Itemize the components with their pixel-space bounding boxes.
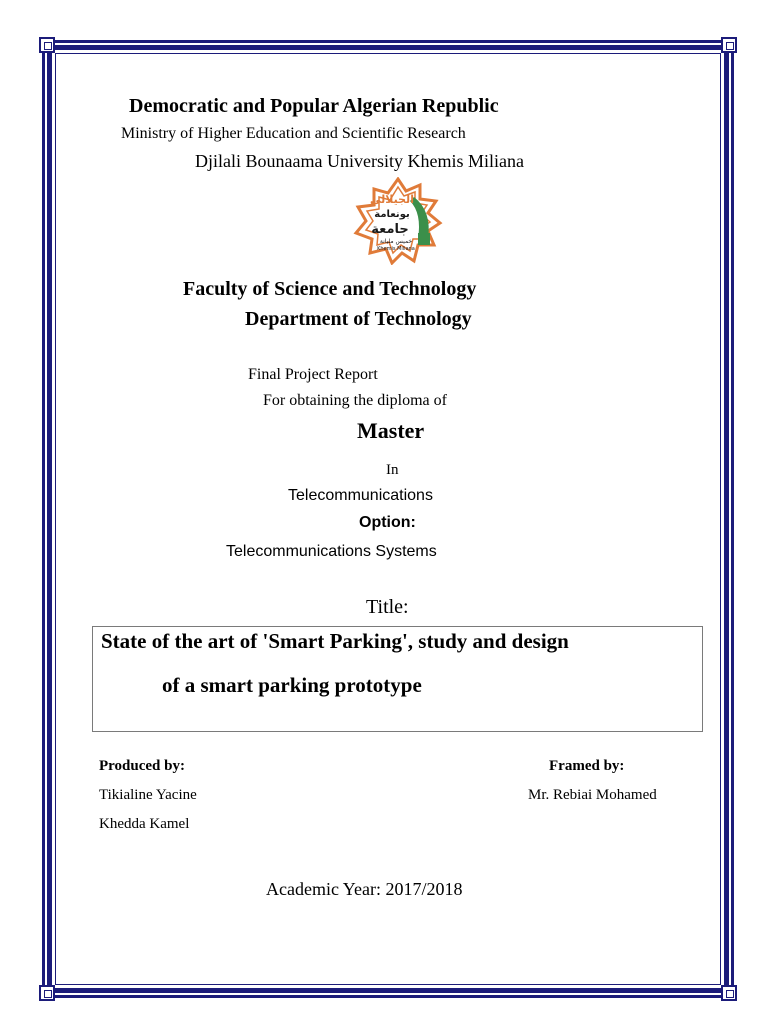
- logo-arabic-2: بونعامة: [374, 209, 410, 220]
- title-label: Title:: [366, 596, 409, 618]
- border-corner-bottom-left: [39, 985, 55, 1001]
- framed-by-label: Framed by:: [549, 758, 625, 774]
- university-name: Djilali Bounaama University Khemis Miliana: [195, 151, 524, 171]
- border-corner-top-right: [721, 37, 737, 53]
- supervisor-name: Mr. Rebiai Mohamed: [528, 787, 657, 803]
- diploma-name: Master: [357, 418, 425, 443]
- logo-arabic-1: الجيلالي: [370, 193, 414, 206]
- author-2: Khedda Kamel: [99, 816, 190, 832]
- title-line-1: State of the art of 'Smart Parking', study and design: [101, 629, 569, 653]
- report-type: Final Project Report: [248, 366, 378, 383]
- logo-green-block: [418, 233, 430, 245]
- republic-heading: Democratic and Popular Algerian Republic: [129, 95, 499, 117]
- border-corner-bottom-right: [721, 985, 737, 1001]
- border-corner-top-left: [39, 37, 55, 53]
- produced-by-label: Produced by:: [99, 758, 185, 774]
- faculty-name: Faculty of Science and Technology: [183, 278, 477, 300]
- author-1: Tikialine Yacine: [99, 787, 197, 803]
- academic-year: Academic Year: 2017/2018: [266, 879, 463, 899]
- university-logo: [352, 177, 444, 265]
- logo-arabic-0: جامعة: [371, 222, 409, 237]
- ministry-line: Ministry of Higher Education and Scientific Research: [121, 125, 466, 142]
- department-name: Department of Technology: [245, 308, 472, 330]
- field-name: Telecommunications: [288, 487, 433, 504]
- in-label: In: [386, 462, 399, 478]
- option-label: Option:: [359, 514, 416, 531]
- title-line-2: of a smart parking prototype: [162, 673, 422, 697]
- option-value: Telecommunications Systems: [226, 543, 437, 560]
- report-purpose: For obtaining the diploma of: [263, 392, 447, 409]
- logo-arabic-3: خميس مليانة: [379, 238, 413, 245]
- logo-latin-text: Khemis Miliana: [377, 246, 415, 252]
